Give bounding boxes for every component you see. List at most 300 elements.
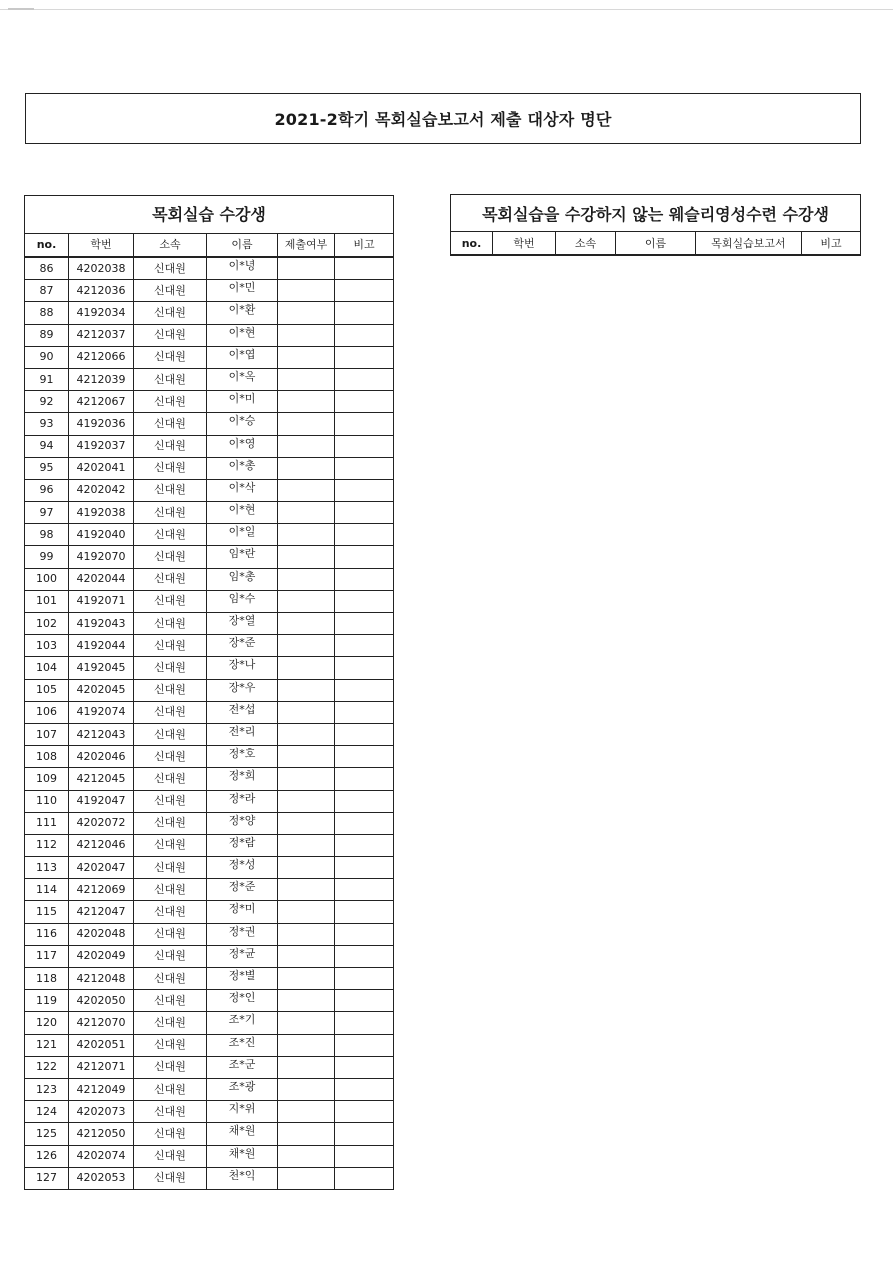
student-id: 4202046: [69, 746, 134, 768]
submission-status: [278, 1012, 335, 1034]
submission-status: [278, 635, 335, 657]
department: 신대원: [134, 746, 207, 768]
student-name: 이*영: [207, 435, 278, 457]
department: 신대원: [134, 701, 207, 723]
table-row: [25, 834, 394, 856]
department: 신대원: [134, 723, 207, 745]
table-row: [25, 746, 394, 768]
remarks: [335, 457, 394, 479]
column-header: no.: [25, 234, 69, 258]
submission-status: [278, 990, 335, 1012]
table-row: [25, 590, 394, 612]
remarks: [335, 257, 394, 280]
remarks: [335, 524, 394, 546]
remarks: [335, 590, 394, 612]
remarks: [335, 302, 394, 324]
column-header: 학번: [493, 232, 556, 256]
submission-status: [278, 812, 335, 834]
student-id: 4202038: [69, 257, 134, 280]
remarks: [335, 834, 394, 856]
remarks: [335, 1123, 394, 1145]
row-number: 117: [25, 945, 69, 967]
submission-status: [278, 1034, 335, 1056]
student-name: 정*희: [207, 768, 278, 790]
row-number: 102: [25, 613, 69, 635]
department: 신대원: [134, 968, 207, 990]
student-id: 4202049: [69, 945, 134, 967]
remarks: [335, 346, 394, 368]
department: 신대원: [134, 945, 207, 967]
table-row: [25, 968, 394, 990]
row-number: 114: [25, 879, 69, 901]
table-row: [25, 1034, 394, 1056]
student-name: 정*호: [207, 746, 278, 768]
student-id: 4212071: [69, 1056, 134, 1078]
remarks: [335, 1012, 394, 1034]
row-number: 123: [25, 1078, 69, 1100]
table-row: [25, 502, 394, 524]
submission-status: [278, 368, 335, 390]
column-header: 소속: [134, 234, 207, 258]
table-row: [25, 1012, 394, 1034]
table-row: [25, 879, 394, 901]
department: 신대원: [134, 613, 207, 635]
student-id: 4212039: [69, 368, 134, 390]
department: 신대원: [134, 479, 207, 501]
department: 신대원: [134, 1034, 207, 1056]
table-row: [25, 901, 394, 923]
row-number: 103: [25, 635, 69, 657]
practicum-table-caption: 목회실습 수강생: [25, 196, 394, 234]
row-number: 106: [25, 701, 69, 723]
row-number: 108: [25, 746, 69, 768]
table-row: [25, 302, 394, 324]
table-row: [25, 368, 394, 390]
remarks: [335, 546, 394, 568]
department: 신대원: [134, 901, 207, 923]
student-name: 이*승: [207, 413, 278, 435]
column-header: 목회실습보고서: [696, 232, 802, 256]
student-id: 4202042: [69, 479, 134, 501]
row-number: 93: [25, 413, 69, 435]
submission-status: [278, 768, 335, 790]
department: 신대원: [134, 502, 207, 524]
row-number: 124: [25, 1101, 69, 1123]
student-name: 이*현: [207, 502, 278, 524]
student-name: 이*엽: [207, 346, 278, 368]
remarks: [335, 901, 394, 923]
row-number: 116: [25, 923, 69, 945]
table-row: [25, 790, 394, 812]
student-id: 4212067: [69, 391, 134, 413]
row-number: 94: [25, 435, 69, 457]
student-name: 장*준: [207, 635, 278, 657]
row-number: 87: [25, 280, 69, 302]
student-name: 이*삭: [207, 479, 278, 501]
submission-status: [278, 257, 335, 280]
table-row: [25, 1145, 394, 1167]
student-id: 4212066: [69, 346, 134, 368]
department: 신대원: [134, 923, 207, 945]
row-number: 92: [25, 391, 69, 413]
table-row: [25, 635, 394, 657]
table-row: [25, 723, 394, 745]
scan-top-line: [0, 9, 893, 10]
table-row: [25, 768, 394, 790]
submission-status: [278, 546, 335, 568]
remarks: [335, 1167, 394, 1189]
submission-status: [278, 857, 335, 879]
remarks: [335, 635, 394, 657]
table-row: [25, 613, 394, 635]
remarks: [335, 1034, 394, 1056]
column-header: 제출여부: [278, 234, 335, 258]
department: 신대원: [134, 1123, 207, 1145]
student-id: 4202048: [69, 923, 134, 945]
department: 신대원: [134, 368, 207, 390]
student-id: 4192047: [69, 790, 134, 812]
remarks: [335, 923, 394, 945]
table-row: [25, 657, 394, 679]
student-id: 4212046: [69, 834, 134, 856]
table-row: [25, 546, 394, 568]
department: 신대원: [134, 879, 207, 901]
table-row: [25, 701, 394, 723]
student-id: 4212048: [69, 968, 134, 990]
submission-status: [278, 302, 335, 324]
student-id: 4202053: [69, 1167, 134, 1189]
student-name: 이*미: [207, 391, 278, 413]
row-number: 86: [25, 257, 69, 280]
student-id: 4212045: [69, 768, 134, 790]
table-row: [25, 1056, 394, 1078]
row-number: 89: [25, 324, 69, 346]
student-name: 전*리: [207, 723, 278, 745]
table-row: [25, 435, 394, 457]
student-id: 4212069: [69, 879, 134, 901]
row-number: 111: [25, 812, 69, 834]
student-id: 4212049: [69, 1078, 134, 1100]
student-id: 4202045: [69, 679, 134, 701]
remarks: [335, 657, 394, 679]
student-id: 4202044: [69, 568, 134, 590]
department: 신대원: [134, 1056, 207, 1078]
department: 신대원: [134, 590, 207, 612]
row-number: 109: [25, 768, 69, 790]
department: 신대원: [134, 524, 207, 546]
table-row: [25, 346, 394, 368]
student-name: 정*람: [207, 834, 278, 856]
submission-status: [278, 502, 335, 524]
remarks: [335, 1056, 394, 1078]
row-number: 104: [25, 657, 69, 679]
submission-status: [278, 435, 335, 457]
table-row: [25, 1123, 394, 1145]
department: 신대원: [134, 657, 207, 679]
remarks: [335, 790, 394, 812]
row-number: 88: [25, 302, 69, 324]
submission-status: [278, 834, 335, 856]
student-name: 정*인: [207, 990, 278, 1012]
remarks: [335, 613, 394, 635]
remarks: [335, 746, 394, 768]
student-id: 4192034: [69, 302, 134, 324]
student-name: 조*광: [207, 1078, 278, 1100]
submission-status: [278, 479, 335, 501]
department: 신대원: [134, 302, 207, 324]
row-number: 95: [25, 457, 69, 479]
student-id: 4192044: [69, 635, 134, 657]
table-row: [25, 679, 394, 701]
department: 신대원: [134, 346, 207, 368]
department: 신대원: [134, 1078, 207, 1100]
department: 신대원: [134, 1101, 207, 1123]
scan-top-mark: [8, 8, 34, 10]
student-name: 정*양: [207, 812, 278, 834]
student-id: 4212047: [69, 901, 134, 923]
column-header: 이름: [616, 232, 696, 256]
remarks: [335, 812, 394, 834]
submission-status: [278, 568, 335, 590]
table-row: [25, 923, 394, 945]
student-name: 임*란: [207, 546, 278, 568]
row-number: 113: [25, 857, 69, 879]
student-name: 이*환: [207, 302, 278, 324]
department: 신대원: [134, 768, 207, 790]
student-name: 이*녕: [207, 257, 278, 280]
remarks: [335, 568, 394, 590]
submission-status: [278, 746, 335, 768]
remarks: [335, 280, 394, 302]
remarks: [335, 1078, 394, 1100]
row-number: 115: [25, 901, 69, 923]
department: 신대원: [134, 857, 207, 879]
submission-status: [278, 324, 335, 346]
remarks: [335, 324, 394, 346]
department: 신대원: [134, 990, 207, 1012]
row-number: 112: [25, 834, 69, 856]
column-header: no.: [451, 232, 493, 256]
student-id: 4192071: [69, 590, 134, 612]
student-id: 4202051: [69, 1034, 134, 1056]
student-name: 이*현: [207, 324, 278, 346]
department: 신대원: [134, 812, 207, 834]
table-row: [25, 457, 394, 479]
row-number: 119: [25, 990, 69, 1012]
row-number: 121: [25, 1034, 69, 1056]
remarks: [335, 502, 394, 524]
student-name: 이*총: [207, 457, 278, 479]
wesley-students-table: [450, 194, 861, 256]
student-id: 4192036: [69, 413, 134, 435]
student-id: 4192043: [69, 613, 134, 635]
submission-status: [278, 1056, 335, 1078]
department: 신대원: [134, 546, 207, 568]
remarks: [335, 879, 394, 901]
student-name: 장*우: [207, 679, 278, 701]
department: 신대원: [134, 280, 207, 302]
student-id: 4192045: [69, 657, 134, 679]
student-id: 4202050: [69, 990, 134, 1012]
remarks: [335, 368, 394, 390]
student-name: 정*준: [207, 879, 278, 901]
row-number: 120: [25, 1012, 69, 1034]
remarks: [335, 1145, 394, 1167]
department: 신대원: [134, 834, 207, 856]
remarks: [335, 945, 394, 967]
student-id: 4212037: [69, 324, 134, 346]
submission-status: [278, 701, 335, 723]
column-header: 비고: [335, 234, 394, 258]
department: 신대원: [134, 457, 207, 479]
department: 신대원: [134, 324, 207, 346]
row-number: 122: [25, 1056, 69, 1078]
column-header: 소속: [556, 232, 616, 256]
row-number: 107: [25, 723, 69, 745]
student-id: 4212036: [69, 280, 134, 302]
student-name: 조*군: [207, 1056, 278, 1078]
row-number: 97: [25, 502, 69, 524]
document-title: 2021-2학기 목회실습보고서 제출 대상자 명단: [25, 93, 861, 144]
submission-status: [278, 945, 335, 967]
submission-status: [278, 968, 335, 990]
table-row: [25, 568, 394, 590]
student-name: 천*익: [207, 1167, 278, 1189]
table-row: [25, 257, 394, 280]
student-id: 4202073: [69, 1101, 134, 1123]
table-row: [25, 1101, 394, 1123]
row-number: 98: [25, 524, 69, 546]
wesley-table-caption: 목회실습을 수강하지 않는 웨슬리영성수련 수강생: [451, 195, 861, 232]
row-number: 101: [25, 590, 69, 612]
submission-status: [278, 657, 335, 679]
row-number: 125: [25, 1123, 69, 1145]
row-number: 110: [25, 790, 69, 812]
practicum-students-table: [24, 195, 394, 1190]
row-number: 126: [25, 1145, 69, 1167]
student-id: 4202047: [69, 857, 134, 879]
table-row: [25, 990, 394, 1012]
submission-status: [278, 1123, 335, 1145]
student-id: 4212050: [69, 1123, 134, 1145]
remarks: [335, 1101, 394, 1123]
submission-status: [278, 346, 335, 368]
submission-status: [278, 457, 335, 479]
student-id: 4192038: [69, 502, 134, 524]
department: 신대원: [134, 435, 207, 457]
submission-status: [278, 391, 335, 413]
remarks: [335, 723, 394, 745]
table-row: [25, 945, 394, 967]
submission-status: [278, 879, 335, 901]
table-row: [25, 413, 394, 435]
table-row: [25, 391, 394, 413]
submission-status: [278, 723, 335, 745]
student-name: 이*민: [207, 280, 278, 302]
table-row: [25, 280, 394, 302]
student-name: 정*미: [207, 901, 278, 923]
department: 신대원: [134, 679, 207, 701]
row-number: 96: [25, 479, 69, 501]
submission-status: [278, 280, 335, 302]
submission-status: [278, 923, 335, 945]
student-id: 4192070: [69, 546, 134, 568]
student-id: 4212043: [69, 723, 134, 745]
table-row: [25, 1078, 394, 1100]
remarks: [335, 857, 394, 879]
submission-status: [278, 679, 335, 701]
remarks: [335, 413, 394, 435]
submission-status: [278, 1101, 335, 1123]
remarks: [335, 990, 394, 1012]
remarks: [335, 391, 394, 413]
student-name: 이*일: [207, 524, 278, 546]
table-row: [25, 524, 394, 546]
remarks: [335, 679, 394, 701]
department: 신대원: [134, 1167, 207, 1189]
remarks: [335, 768, 394, 790]
student-name: 정*성: [207, 857, 278, 879]
table-row: [25, 324, 394, 346]
table-row: [25, 812, 394, 834]
column-header: 이름: [207, 234, 278, 258]
department: 신대원: [134, 1012, 207, 1034]
submission-status: [278, 901, 335, 923]
row-number: 127: [25, 1167, 69, 1189]
student-id: 4192037: [69, 435, 134, 457]
department: 신대원: [134, 635, 207, 657]
department: 신대원: [134, 1145, 207, 1167]
student-name: 정*권: [207, 923, 278, 945]
student-name: 정*별: [207, 968, 278, 990]
row-number: 118: [25, 968, 69, 990]
remarks: [335, 968, 394, 990]
student-id: 4202041: [69, 457, 134, 479]
student-name: 임*수: [207, 590, 278, 612]
department: 신대원: [134, 568, 207, 590]
department: 신대원: [134, 413, 207, 435]
row-number: 100: [25, 568, 69, 590]
submission-status: [278, 790, 335, 812]
student-id: 4212070: [69, 1012, 134, 1034]
student-name: 조*기: [207, 1012, 278, 1034]
remarks: [335, 701, 394, 723]
remarks: [335, 479, 394, 501]
student-name: 정*균: [207, 945, 278, 967]
submission-status: [278, 524, 335, 546]
student-name: 채*원: [207, 1145, 278, 1167]
submission-status: [278, 413, 335, 435]
remarks: [335, 435, 394, 457]
department: 신대원: [134, 257, 207, 280]
student-name: 전*섭: [207, 701, 278, 723]
student-id: 4192040: [69, 524, 134, 546]
department: 신대원: [134, 391, 207, 413]
department: 신대원: [134, 790, 207, 812]
row-number: 105: [25, 679, 69, 701]
table-row: [25, 857, 394, 879]
student-name: 조*진: [207, 1034, 278, 1056]
table-row: [25, 1167, 394, 1189]
student-name: 정*라: [207, 790, 278, 812]
row-number: 91: [25, 368, 69, 390]
student-name: 임*총: [207, 568, 278, 590]
student-id: 4202072: [69, 812, 134, 834]
student-id: 4192074: [69, 701, 134, 723]
column-header: 비고: [802, 232, 861, 256]
table-row: [25, 479, 394, 501]
student-name: 채*원: [207, 1123, 278, 1145]
